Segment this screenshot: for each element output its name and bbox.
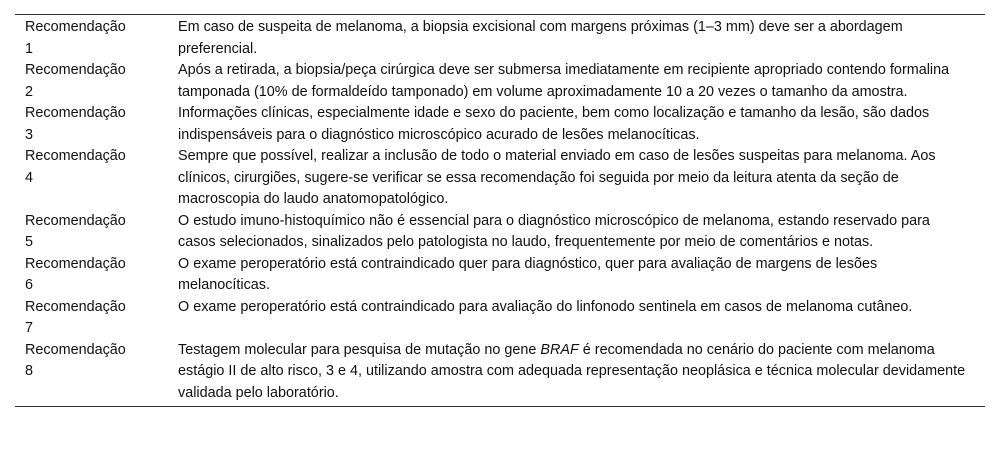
label-number: 7 [25,320,34,336]
label-word: Recomendação [25,62,126,78]
recommendation-label [15,297,178,340]
recommendation-label [15,60,178,103]
label-number: 6 [25,277,34,293]
recommendation-label [15,146,178,189]
recommendation-label [15,254,178,297]
recommendation-text: O estudo imuno-histoquímico não é essencial para o diagnóstico microscópico de melanoma, estando reservado para casos selecionados, sinalizados pelo patologista no laudo, frequentemente por meio de comentários e notas. [178,212,930,250]
table-row [15,297,985,340]
label-number: 1 [25,40,34,57]
recommendation-label [15,340,178,383]
label-word: Recomendação [25,298,126,315]
recommendation-label [15,103,178,146]
recommendation-label [15,211,178,254]
recommendation-label [15,17,178,60]
label-number: 2 [25,83,34,100]
recommendation-text: O exame peroperatório está contraindicado quer para diagnóstico, quer para avaliação de margens de lesões melanocíticas. [178,255,878,293]
label-number: 3 [25,126,34,143]
recommendations-table [15,14,985,407]
label-word: Recomendação [25,148,126,164]
recommendation-text [178,340,968,405]
table-row [15,60,985,103]
recommendation-text: Em caso de suspeita de melanoma, a biopsia excisional com margens próximas (1–3 mm) deve ser a abordagem preferencial. [178,19,903,57]
text-before-gene: Testagem molecular para pesquisa de mutação no gene [178,341,541,358]
label-word: Recomendação [25,19,126,35]
table-row [15,103,985,146]
recommendation-text: Informações clínicas, especialmente idade e sexo do paciente, bem como localização e tamanho da lesão, são dados indispensáveis para o diagnóstico microscópico acurado de lesões melanocíticas. [178,105,930,143]
label-word: Recomendação [25,212,126,229]
gene-name: BRAF [540,341,579,358]
table-row [15,340,985,405]
table-row [15,211,985,254]
label-number: 4 [25,169,34,186]
label-number: 5 [25,234,34,250]
label-word: Recomendação [25,341,126,358]
table-row [15,17,985,60]
recommendation-text: O exame peroperatório está contraindicado para avaliação do linfonodo sentinela em casos de melanoma cutâneo. [178,298,913,315]
label-number: 8 [25,363,34,379]
table-row [15,254,985,297]
table-row [15,146,985,211]
recommendation-text: Após a retirada, a biopsia/peça cirúrgica deve ser submersa imediatamente em recipiente apropriado contendo formalina tamponada (10% de formaldeído tamponado) em volume aproximadamente 10 a 20 vezes o tamanho da amostra. [178,62,950,100]
label-word: Recomendação [25,105,126,121]
label-word: Recomendação [25,255,126,272]
recommendation-text: Sempre que possível, realizar a inclusão de todo o material enviado em caso de lesões suspeitas para melanoma. Aos clínicos, cirurgiões, sugere-se verificar se essa recomendação foi seguida por meio da leitura atenta da seção de macroscopia do laudo anatomopatológico. [178,148,936,207]
text-after-gene: é recomendada no cenário do paciente com melanoma estágio II de alto risco, 3 e 4, utilizando amostra com adequada representação neoplásica e técnica molecular devidamente validada pelo laboratório. [178,341,966,401]
